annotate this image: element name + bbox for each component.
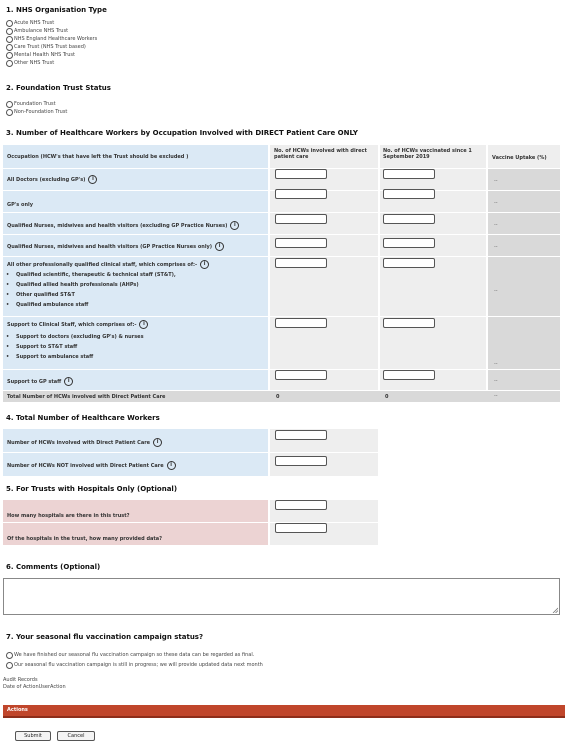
radio-option[interactable]: Non-Foundation Trust xyxy=(6,108,67,116)
gps-involved-input[interactable] xyxy=(275,189,327,199)
submit-button[interactable]: Submit xyxy=(15,731,51,741)
support-clinical-involved-input[interactable] xyxy=(275,318,327,328)
uptake-value: -- xyxy=(494,361,498,367)
nurses-excl-involved-input[interactable] xyxy=(275,214,327,224)
section-1-title: 1. NHS Organisation Type xyxy=(6,6,107,14)
nurses-excl-vaccinated-input[interactable] xyxy=(383,214,435,224)
row-label-hcw-not-direct: Number of HCWs NOT involved with Direct Patient Care i xyxy=(3,453,268,476)
section-7-title: 7. Your seasonal flu vaccination campaign status? xyxy=(6,633,204,641)
row-label-nurses-gp: Qualified Nurses, midwives and health visitors (GP Practice Nurses only) i xyxy=(3,235,268,256)
comments-textarea[interactable] xyxy=(3,578,560,615)
support-clinical-list xyxy=(6,334,144,364)
header-vaccinated: No. of HCWs vaccinated since 1 September 2019 xyxy=(380,145,486,168)
info-icon[interactable]: i xyxy=(64,377,73,386)
info-icon[interactable]: i xyxy=(139,320,148,329)
radio-icon[interactable] xyxy=(6,52,13,59)
actions-label: Actions xyxy=(7,707,28,713)
section-6-title: 6. Comments (Optional) xyxy=(6,563,101,571)
radio-option[interactable]: Mental Health NHS Trust xyxy=(6,51,97,59)
campaign-status-options xyxy=(6,650,263,670)
doctors-vaccinated-input[interactable] xyxy=(383,169,435,179)
section-3-title: 3. Number of Healthcare Workers by Occupation Involved with DIRECT Patient Care ONLY xyxy=(6,129,358,137)
hospitals-count-input[interactable] xyxy=(275,500,327,510)
header-uptake: Vaccine Uptake (%) xyxy=(488,145,560,168)
radio-icon[interactable] xyxy=(6,101,13,108)
total-involved-value: 0 xyxy=(276,394,280,400)
uptake-value: -- xyxy=(494,222,498,228)
radio-icon[interactable] xyxy=(6,44,13,51)
gps-vaccinated-input[interactable] xyxy=(383,189,435,199)
info-icon[interactable]: i xyxy=(215,242,224,251)
radio-option[interactable]: NHS England Healthcare Workers xyxy=(6,35,97,43)
uptake-value: -- xyxy=(494,178,498,184)
row-label-hospitals: How many hospitals are there in this trust? xyxy=(3,500,268,522)
row-label-doctors: All Doctors (excluding GP's) i xyxy=(3,169,268,190)
row-label-gps: GP's only xyxy=(3,191,268,212)
radio-icon[interactable] xyxy=(6,20,13,27)
org-type-options xyxy=(6,19,97,67)
resize-handle-icon[interactable] xyxy=(552,607,558,613)
info-icon[interactable]: i xyxy=(230,221,239,230)
row-label-support-clinical: Support to Clinical Staff, which comprises of:- i • Support to doctors (excluding GP's) & nurses • Support to ST&T staff • Support to ambulance staff xyxy=(3,317,268,369)
radio-option[interactable]: Foundation Trust xyxy=(6,100,67,108)
radio-option[interactable]: Care Trust (NHS Trust based) xyxy=(6,43,97,51)
total-vaccinated-value: 0 xyxy=(385,394,389,400)
row-label-other-clinical: All other professionally qualified clinical staff, which comprises of:- i • Qualified scientific, therapeutic & technical staff (ST&T), • Qualified allied health professionals (AHPs) • Other qualified ST&T • Qualified ambulance staff xyxy=(3,257,268,316)
radio-icon[interactable] xyxy=(6,109,13,116)
uptake-value: -- xyxy=(494,288,498,294)
uptake-value: -- xyxy=(494,244,498,250)
list-item: • Qualified ambulance staff xyxy=(6,302,176,312)
hcw-not-direct-input[interactable] xyxy=(275,456,327,466)
other-clinical-vaccinated-input[interactable] xyxy=(383,258,435,268)
hospitals-provided-input[interactable] xyxy=(275,523,327,533)
info-icon[interactable]: i xyxy=(88,175,97,184)
list-item: • Qualified allied health professionals (AHPs) xyxy=(6,282,176,292)
list-item: • Support to ST&T staff xyxy=(6,344,144,354)
other-clinical-list xyxy=(6,272,176,312)
section-2-title: 2. Foundation Trust Status xyxy=(6,84,111,92)
other-clinical-involved-input[interactable] xyxy=(275,258,327,268)
radio-icon[interactable] xyxy=(6,60,13,67)
radio-option[interactable]: We have finished our seasonal flu vaccination campaign so these data can be regarded as final. xyxy=(6,650,263,660)
uptake-value: -- xyxy=(494,378,498,384)
info-icon[interactable]: i xyxy=(167,461,176,470)
support-gp-vaccinated-input[interactable] xyxy=(383,370,435,380)
nurses-gp-vaccinated-input[interactable] xyxy=(383,238,435,248)
info-icon[interactable]: i xyxy=(200,260,209,269)
uptake-value: -- xyxy=(494,393,498,399)
row-label-nurses-excl: Qualified Nurses, midwives and health visitors (excluding GP Practice Nurses) i xyxy=(3,213,268,234)
radio-icon[interactable] xyxy=(6,36,13,43)
support-clinical-vaccinated-input[interactable] xyxy=(383,318,435,328)
foundation-options xyxy=(6,100,67,116)
radio-icon[interactable] xyxy=(6,652,13,659)
support-gp-involved-input[interactable] xyxy=(275,370,327,380)
section-5-title: 5. For Trusts with Hospitals Only (Optional) xyxy=(6,485,178,493)
row-label-hcw-direct: Number of HCWs involved with Direct Patient Care i xyxy=(3,429,268,452)
header-occupation: Occupation (HCW's that have left the Trust should be excluded ) xyxy=(3,145,268,168)
audit-columns-label: Date of ActionUserAction xyxy=(3,684,66,690)
radio-icon[interactable] xyxy=(6,662,13,669)
radio-icon[interactable] xyxy=(6,28,13,35)
row-label-hospitals-provided: Of the hospitals in the trust, how many provided data? xyxy=(3,523,268,545)
doctors-involved-input[interactable] xyxy=(275,169,327,179)
radio-option[interactable]: Our seasonal flu vaccination campaign is still in progress; we will provide updated data next month xyxy=(6,660,263,670)
row-label-support-gp: Support to GP staff i xyxy=(3,370,268,390)
list-item: • Support to ambulance staff xyxy=(6,354,144,364)
total-row: Total Number of HCWs involved with Direct Patient Care 0 0 -- xyxy=(3,391,560,402)
radio-option[interactable]: Ambulance NHS Trust xyxy=(6,27,97,35)
actions-bar xyxy=(3,705,565,718)
info-icon[interactable]: i xyxy=(153,438,162,447)
list-item: • Other qualified ST&T xyxy=(6,292,176,302)
list-item: • Support to doctors (excluding GP's) & nurses xyxy=(6,334,144,344)
cancel-button[interactable]: Cancel xyxy=(57,731,95,741)
audit-records-label: Audit Records xyxy=(3,677,38,683)
list-item: • Qualified scientific, therapeutic & technical staff (ST&T), xyxy=(6,272,176,282)
uptake-value: -- xyxy=(494,200,498,206)
section-4-title: 4. Total Number of Healthcare Workers xyxy=(6,414,160,422)
radio-option[interactable]: Acute NHS Trust xyxy=(6,19,97,27)
header-involved: No. of HCWs involved with direct patient care xyxy=(270,145,378,168)
radio-option[interactable]: Other NHS Trust xyxy=(6,59,97,67)
nurses-gp-involved-input[interactable] xyxy=(275,238,327,248)
hcw-direct-input[interactable] xyxy=(275,430,327,440)
